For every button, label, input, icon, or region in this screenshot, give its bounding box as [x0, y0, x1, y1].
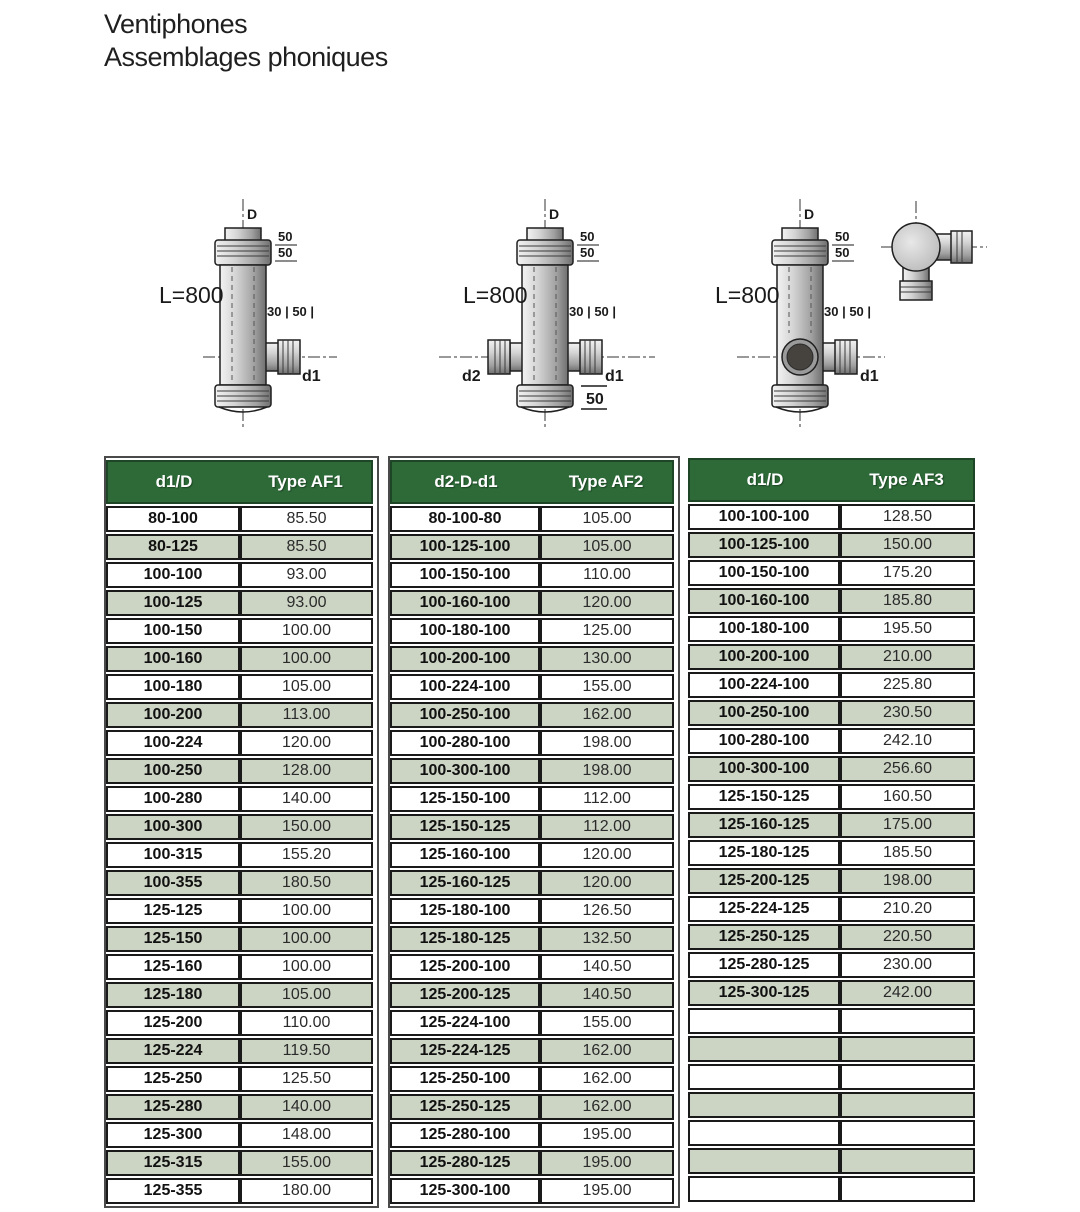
price-cell: 230.00: [840, 952, 975, 978]
price-cell: 140.00: [240, 1094, 373, 1120]
price-cell: 175.00: [840, 812, 975, 838]
table-row: [390, 758, 674, 784]
dimension-cell: 100-250: [106, 758, 240, 784]
tee-spigot-drawing: [685, 193, 995, 433]
price-cell: 195.00: [540, 1178, 674, 1204]
dimension-cell: 100-200-100: [688, 644, 840, 670]
dimension-cell: 125-355: [106, 1178, 240, 1204]
price-cell: 100.00: [240, 926, 373, 952]
price-cell: 162.00: [540, 1066, 674, 1092]
price-cell: [840, 1064, 975, 1090]
price-cell: 100.00: [240, 898, 373, 924]
dimension-cell: 125-224: [106, 1038, 240, 1064]
dimension-cell: 100-160: [106, 646, 240, 672]
dimension-cell: 100-355: [106, 870, 240, 896]
dimension-cell: 100-180-100: [688, 616, 840, 642]
price-cell: 132.50: [540, 926, 674, 952]
label-offsets: 30 | 50 |: [267, 304, 315, 319]
price-cell: 100.00: [240, 646, 373, 672]
price-cell: 225.80: [840, 672, 975, 698]
price-cell: 119.50: [240, 1038, 373, 1064]
price-cell: 180.50: [240, 870, 373, 896]
price-cell: 185.80: [840, 588, 975, 614]
table-row: [106, 674, 373, 700]
column-header-type: Type AF1: [240, 460, 373, 504]
table-row: [106, 646, 373, 672]
price-cell: 128.50: [840, 504, 975, 530]
dimension-cell: 100-300-100: [688, 756, 840, 782]
price-cell: 140.50: [540, 954, 674, 980]
table-row: [390, 1038, 674, 1064]
price-cell: 150.00: [240, 814, 373, 840]
price-cell: 242.10: [840, 728, 975, 754]
label-branch-d1: d1: [302, 368, 321, 385]
price-cell: 230.50: [840, 700, 975, 726]
table-row: [688, 952, 975, 978]
top-view-detail: [881, 201, 987, 300]
table-row: [688, 1092, 975, 1118]
table-row: [688, 1064, 975, 1090]
label-offsets: 30 | 50 |: [824, 304, 872, 319]
price-cell: [840, 1008, 975, 1034]
dimension-cell: 125-160-125: [688, 812, 840, 838]
dimension-cell: 100-224-100: [688, 672, 840, 698]
table-row: [688, 588, 975, 614]
page-title-line1: Ventiphones: [104, 9, 248, 39]
table-row: [106, 786, 373, 812]
table-row: [390, 1150, 674, 1176]
price-cell: 126.50: [540, 898, 674, 924]
dimension-cell: 100-300: [106, 814, 240, 840]
price-cell: 93.00: [240, 590, 373, 616]
price-cell: 195.00: [540, 1150, 674, 1176]
price-cell: 100.00: [240, 618, 373, 644]
label-socket-depth-top: 50: [278, 229, 293, 244]
price-cell: 140.50: [540, 982, 674, 1008]
dimension-cell: 100-200-100: [390, 646, 540, 672]
table-row: [106, 982, 373, 1008]
table-row: [106, 1150, 373, 1176]
price-cell: 180.00: [240, 1178, 373, 1204]
cross-fitting-drawing: [425, 193, 675, 433]
dimension-cell: 125-200-125: [390, 982, 540, 1008]
dimension-cell: 125-250-125: [390, 1094, 540, 1120]
table-row: [106, 1122, 373, 1148]
table-row: [390, 926, 674, 952]
dimension-cell: 100-125-100: [390, 534, 540, 560]
price-cell: 125.50: [240, 1066, 373, 1092]
table-row: [106, 562, 373, 588]
label-socket-depth-top: 50: [835, 229, 850, 244]
dimension-cell: [688, 1008, 840, 1034]
dimension-cell: 125-160: [106, 954, 240, 980]
label-branch-d2: d2: [462, 368, 481, 385]
dimension-cell: 125-280: [106, 1094, 240, 1120]
table-row: [106, 730, 373, 756]
label-top-diameter: D: [247, 206, 258, 222]
price-cell: 210.00: [840, 644, 975, 670]
table-row: [390, 954, 674, 980]
label-branch-d1: d1: [860, 368, 879, 385]
dimension-cell: [688, 1092, 840, 1118]
main-pipe: [772, 228, 828, 412]
dimension-cell: 125-150-125: [390, 814, 540, 840]
dimension-cell: 100-150-100: [688, 560, 840, 586]
price-table-af2: [390, 458, 674, 1206]
price-cell: 113.00: [240, 702, 373, 728]
table-row: [688, 1120, 975, 1146]
dimension-cell: 100-100-100: [688, 504, 840, 530]
table-row: [390, 730, 674, 756]
dimension-cell: [688, 1120, 840, 1146]
table-row: [390, 562, 674, 588]
table-row: [390, 814, 674, 840]
dimension-cell: 125-180-125: [390, 926, 540, 952]
table-row: [390, 898, 674, 924]
table-row: [688, 1148, 975, 1174]
dimension-cell: 125-150: [106, 926, 240, 952]
price-cell: 210.20: [840, 896, 975, 922]
table-row: [688, 700, 975, 726]
diagram-tee-af3: [685, 193, 995, 438]
diagram-tee-af1: [145, 193, 355, 438]
table-row: [390, 590, 674, 616]
table-row: [390, 534, 674, 560]
table-row: [390, 1094, 674, 1120]
table-row: [106, 1094, 373, 1120]
dimension-cell: 100-100: [106, 562, 240, 588]
dimension-cell: 100-224: [106, 730, 240, 756]
table-row: [688, 532, 975, 558]
table-header-row: [390, 460, 674, 504]
dimension-cell: 125-280-100: [390, 1122, 540, 1148]
table-row: [688, 868, 975, 894]
table-row: [106, 898, 373, 924]
price-cell: 120.00: [540, 870, 674, 896]
table-row: [390, 618, 674, 644]
price-cell: [840, 1092, 975, 1118]
table-row: [106, 758, 373, 784]
label-top-diameter: D: [804, 206, 815, 222]
price-cell: 130.00: [540, 646, 674, 672]
dimension-cell: 125-315: [106, 1150, 240, 1176]
label-socket-depth-bottom: 50: [278, 245, 293, 260]
price-cell: 242.00: [840, 980, 975, 1006]
price-cell: 105.00: [540, 534, 674, 560]
dimension-cell: 100-150-100: [390, 562, 540, 588]
dimension-cell: 125-250-100: [390, 1066, 540, 1092]
diagram-cross-af2: [425, 193, 675, 438]
price-cell: 256.60: [840, 756, 975, 782]
price-cell: 105.00: [540, 506, 674, 532]
dimension-cell: 125-280-125: [390, 1150, 540, 1176]
price-cell: 155.00: [540, 1010, 674, 1036]
price-cell: 100.00: [240, 954, 373, 980]
table-row: [106, 702, 373, 728]
column-header-dimensions: d1/D: [688, 458, 840, 502]
dimension-cell: 125-224-100: [390, 1010, 540, 1036]
dimension-cell: [688, 1064, 840, 1090]
dimension-cell: 100-125: [106, 590, 240, 616]
dimension-cell: 125-224-125: [688, 896, 840, 922]
price-cell: 112.00: [540, 814, 674, 840]
dimension-cell: 80-100-80: [390, 506, 540, 532]
table-row: [106, 590, 373, 616]
table-row: [688, 896, 975, 922]
dimension-cell: 100-150: [106, 618, 240, 644]
dimension-cell: 125-200-125: [688, 868, 840, 894]
price-cell: [840, 1176, 975, 1202]
price-cell: 220.50: [840, 924, 975, 950]
table-row: [390, 982, 674, 1008]
table-row: [390, 506, 674, 532]
dimension-cell: 125-224-125: [390, 1038, 540, 1064]
table-row: [688, 728, 975, 754]
dimension-cell: 100-160-100: [688, 588, 840, 614]
table-row: [390, 1122, 674, 1148]
dimension-cell: 100-250-100: [688, 700, 840, 726]
dimension-cell: 100-125-100: [688, 532, 840, 558]
dimension-cell: 125-160-100: [390, 842, 540, 868]
table-row: [688, 980, 975, 1006]
table-row: [688, 812, 975, 838]
dimension-cell: 100-280: [106, 786, 240, 812]
price-cell: 195.00: [540, 1122, 674, 1148]
price-cell: [840, 1036, 975, 1062]
table-row: [390, 646, 674, 672]
table-row: [688, 616, 975, 642]
price-cell: 105.00: [240, 674, 373, 700]
price-cell: 155.20: [240, 842, 373, 868]
price-cell: 120.00: [240, 730, 373, 756]
table-row: [688, 672, 975, 698]
price-cell: 162.00: [540, 1094, 674, 1120]
inspection-opening: [782, 339, 818, 375]
label-length: L=800: [159, 282, 224, 308]
table-frame-af1: [104, 456, 379, 1208]
price-cell: 112.00: [540, 786, 674, 812]
dimension-cell: 125-150-125: [688, 784, 840, 810]
dimension-cell: 125-200-100: [390, 954, 540, 980]
main-pipe: [517, 228, 573, 412]
table-frame-af2: [388, 456, 680, 1208]
price-cell: 198.00: [540, 730, 674, 756]
price-cell: 140.00: [240, 786, 373, 812]
price-table-af1: [106, 458, 373, 1206]
table-row: [390, 786, 674, 812]
dimension-cell: 100-315: [106, 842, 240, 868]
table-row: [390, 1178, 674, 1204]
table-row: [106, 842, 373, 868]
price-cell: 120.00: [540, 842, 674, 868]
price-cell: 195.50: [840, 616, 975, 642]
dimension-cell: 125-180-125: [688, 840, 840, 866]
dimension-cell: 80-100: [106, 506, 240, 532]
table-row: [106, 814, 373, 840]
price-cell: 162.00: [540, 702, 674, 728]
price-cell: 198.00: [540, 758, 674, 784]
label-socket-depth-bottom: 50: [835, 245, 850, 260]
price-cell: 105.00: [240, 982, 373, 1008]
dimension-cell: 125-150-100: [390, 786, 540, 812]
column-header-type: Type AF2: [540, 460, 674, 504]
label-bottom-socket-depth: 50: [586, 391, 604, 408]
table-row: [106, 1038, 373, 1064]
dimension-cell: 100-280-100: [390, 730, 540, 756]
price-cell: 198.00: [840, 868, 975, 894]
label-top-diameter: D: [549, 206, 560, 222]
dimension-cell: 125-250-125: [688, 924, 840, 950]
dimension-cell: 100-250-100: [390, 702, 540, 728]
dimension-cell: 125-250: [106, 1066, 240, 1092]
dimension-cell: 100-300-100: [390, 758, 540, 784]
price-cell: 128.00: [240, 758, 373, 784]
label-offsets: 30 | 50 |: [569, 304, 617, 319]
dimension-cell: 125-300-125: [688, 980, 840, 1006]
page-title: [104, 8, 388, 74]
table-row: [688, 644, 975, 670]
table-row: [688, 924, 975, 950]
dimension-cell: 125-300-100: [390, 1178, 540, 1204]
table-row: [106, 870, 373, 896]
table-row: [688, 504, 975, 530]
table-row: [106, 1066, 373, 1092]
table-row: [390, 1066, 674, 1092]
table-header-row: [688, 458, 975, 502]
price-cell: 110.00: [540, 562, 674, 588]
price-cell: [840, 1120, 975, 1146]
table-row: [390, 870, 674, 896]
price-cell: [840, 1148, 975, 1174]
table-row: [688, 1176, 975, 1202]
price-cell: 155.00: [540, 674, 674, 700]
dimension-cell: 125-200: [106, 1010, 240, 1036]
main-pipe: [215, 228, 271, 412]
price-cell: 185.50: [840, 840, 975, 866]
label-length: L=800: [463, 282, 528, 308]
dimension-cell: 125-180: [106, 982, 240, 1008]
table-row: [106, 1178, 373, 1204]
dimension-cell: 100-160-100: [390, 590, 540, 616]
price-cell: 120.00: [540, 590, 674, 616]
table-row: [688, 560, 975, 586]
dimension-cell: 125-125: [106, 898, 240, 924]
dimension-cell: 100-180-100: [390, 618, 540, 644]
dimension-cell: [688, 1036, 840, 1062]
table-row: [688, 756, 975, 782]
table-row: [688, 1008, 975, 1034]
table-header-row: [106, 460, 373, 504]
price-cell: 85.50: [240, 534, 373, 560]
price-cell: 150.00: [840, 532, 975, 558]
column-header-dimensions: d2-D-d1: [390, 460, 540, 504]
tee-fitting-drawing: [145, 193, 355, 433]
table-row: [106, 954, 373, 980]
dimension-cell: 125-280-125: [688, 952, 840, 978]
dimension-cell: 80-125: [106, 534, 240, 560]
price-cell: 175.20: [840, 560, 975, 586]
price-cell: 85.50: [240, 506, 373, 532]
price-cell: 160.50: [840, 784, 975, 810]
price-cell: 93.00: [240, 562, 373, 588]
dimension-cell: 125-300: [106, 1122, 240, 1148]
table-row: [106, 926, 373, 952]
dimension-cell: 125-160-125: [390, 870, 540, 896]
price-cell: 148.00: [240, 1122, 373, 1148]
price-cell: 125.00: [540, 618, 674, 644]
price-table-af3: [688, 456, 975, 1204]
page-title-line2: Assemblages phoniques: [104, 42, 388, 72]
dimension-cell: 125-180-100: [390, 898, 540, 924]
dimension-cell: 100-280-100: [688, 728, 840, 754]
table-row: [688, 840, 975, 866]
table-row: [390, 674, 674, 700]
table-row: [106, 618, 373, 644]
table-row: [106, 534, 373, 560]
table-row: [688, 784, 975, 810]
table-row: [688, 1036, 975, 1062]
label-socket-depth-bottom: 50: [580, 245, 595, 260]
dimension-cell: 100-180: [106, 674, 240, 700]
dimension-cell: 100-200: [106, 702, 240, 728]
price-cell: 110.00: [240, 1010, 373, 1036]
column-header-dimensions: d1/D: [106, 460, 240, 504]
dimension-cell: 100-224-100: [390, 674, 540, 700]
table-row: [390, 842, 674, 868]
price-cell: 162.00: [540, 1038, 674, 1064]
label-branch-d1: d1: [605, 368, 624, 385]
label-socket-depth-top: 50: [580, 229, 595, 244]
table-row: [390, 1010, 674, 1036]
table-row: [390, 702, 674, 728]
dimension-cell: [688, 1148, 840, 1174]
table-row: [106, 506, 373, 532]
dimension-cell: [688, 1176, 840, 1202]
column-header-type: Type AF3: [840, 458, 975, 502]
table-row: [106, 1010, 373, 1036]
label-length: L=800: [715, 282, 780, 308]
table-frame-af3: [688, 456, 975, 1204]
price-cell: 155.00: [240, 1150, 373, 1176]
